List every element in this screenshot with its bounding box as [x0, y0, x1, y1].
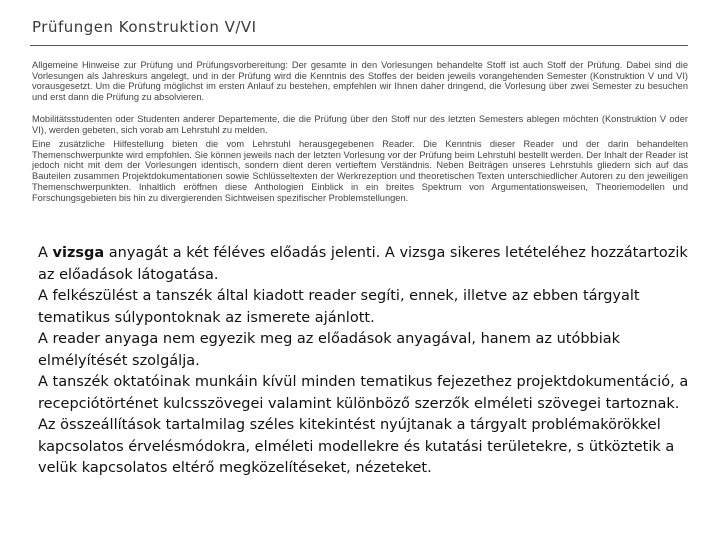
title-divider	[30, 45, 688, 46]
hungarian-translation	[38, 243, 693, 480]
translation-line-4: A tanszék oktatóinak munkáin kívül minden tematikus fejezethez projektdokumentáció, a recepciótörténet kulcsszövegei valamint különböző szerzők elméleti szövegei tartoznak.	[38, 374, 689, 412]
translation-line-2: A felkészülést a tanszék által kiadott reader segíti, ennek, illetve az ebben tárgyalt tematikus súlypontoknak az ismerete ajánlott.	[38, 288, 640, 326]
scan-title: Prüfungen Konstruktion V/VI	[32, 18, 257, 36]
translation-line-3: A reader anyaga nem egyezik meg az előadások anyagával, hanem az utóbbiak elmélyítését szolgálja.	[38, 331, 621, 369]
scan-paragraph-2: Mobilitätsstudenten oder Studenten anderer Departemente, die die Prüfung über den Stoff nur des letzten Semesters ablegen möchten (Konstruktion V oder VI), werden gebeten, sich vorab am Lehrstuhl zu melden.	[32, 114, 688, 135]
scan-paragraph-3: Eine zusätzliche Hilfestellung bieten die vom Lehrstuhl herausgegebenen Reader. Die Kenntnis dieser Reader und der darin behandelten Themenschwerpunkte wird empfohlen. Sie können jeweils nach der letzten Vorlesung vor der Prüfung beim Lehrstuhl bestellt werden. Der Inhalt der Reader ist jedoch nicht mit dem der Vorlesungen identisch, sondern dient deren vertieftem Verständnis. Neben Beiträgen unseres Lehrstuhls gliedern sich auf das Bauteilen zusammen Projektdokumentationen sowie Schlüsseltexten der Werkrezeption und theoretischen Texten unterschiedlicher Autoren zu den jeweiligen Themenschwerpunkten. Inhaltlich eröffnen diese Anthologien Einblick in ein breites Spektrum von Argumentationsweisen, Theoriemodellen und Forschungsgebieten bis hin zu divergierenden Sichtweisen spezifischer Problemstellungen.	[32, 139, 688, 203]
scan-paragraph-1: Allgemeine Hinweise zur Prüfung und Prüfungsvorbereitung: Der gesamte in den Vorlesungen behandelte Stoff ist auch Stoff der Prüfung. Dabei sind die Vorlesungen als Jahreskurs angelegt, und in der Prüfung wird die Kenntnis des Stoffes der beiden jeweils vorangehenden Semester (Konstruktion V und VI) vorausgesetzt. Um die Prüfung möglichst im ersten Anlauf zu bestehen, empfehlen wir Ihnen daher dringend, die Vorlesung über zwei Semester zu besuchen und erst dann die Prüfung zu absolvieren.	[32, 60, 688, 103]
emphasis-vizsga: vizsga	[52, 245, 105, 261]
scanned-german-document	[30, 0, 690, 215]
translation-line-1: A vizsga anyagát a két féléves előadás jelenti. A vizsga sikeres letételéhez hozzátartozik az előadások látogatása.	[38, 245, 688, 283]
translation-line-5: Az összeállítások tartalmilag széles kitekintést nyújtanak a tárgyalt problémakörökkel kapcsolatos érvelésmódokra, elméleti modellekre és kutatási területekre, s ütköztetik a velük kapcsolatos eltérő megközelítéseket, nézeteket.	[38, 417, 675, 476]
